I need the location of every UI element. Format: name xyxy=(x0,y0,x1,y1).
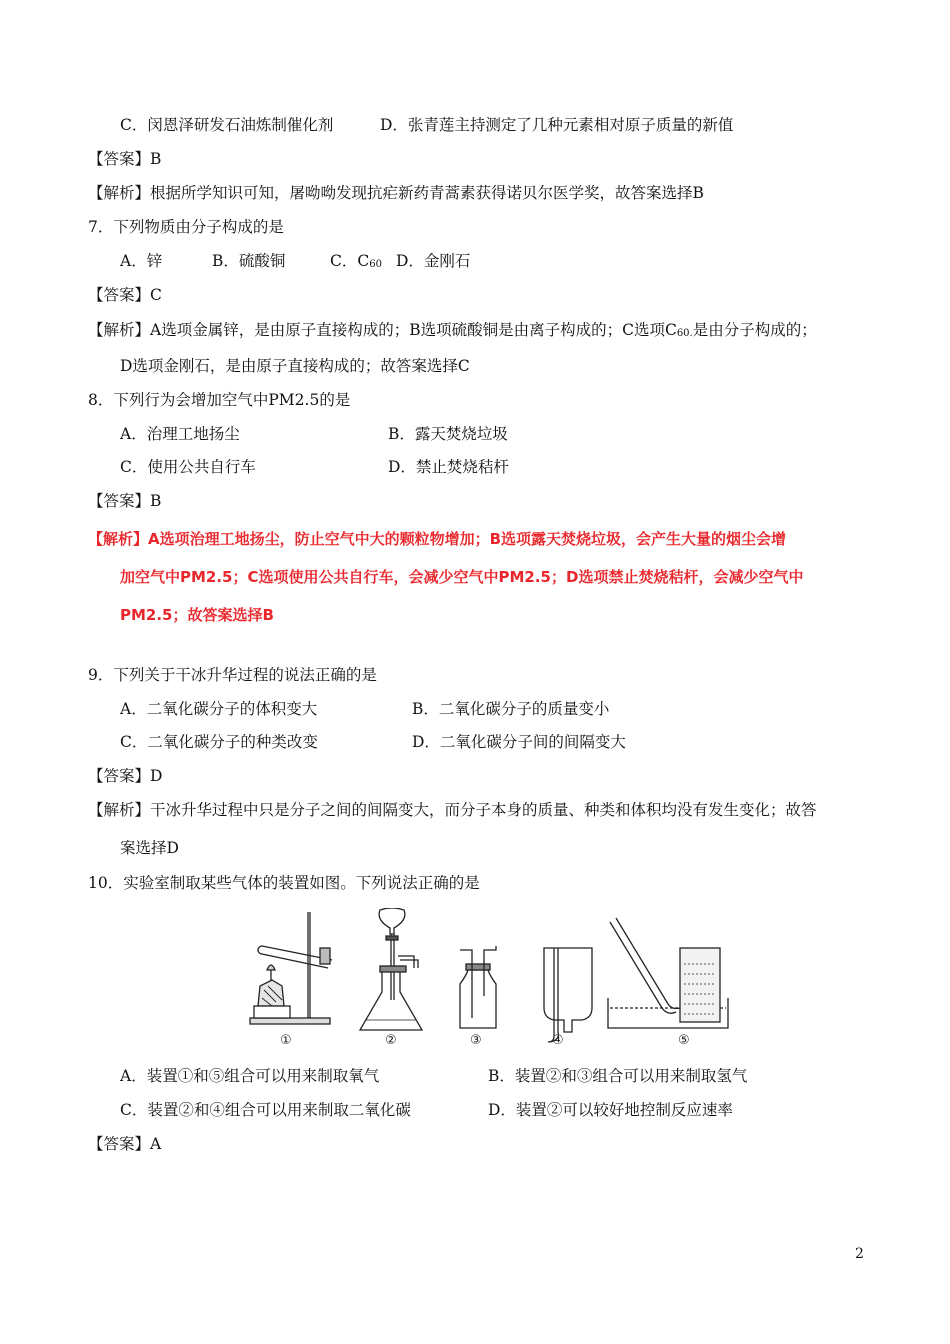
q8-option-c: C．使用公共自行车 xyxy=(120,458,256,476)
apparatus-1-icon xyxy=(250,912,332,1024)
q9-answer: 【答案】D xyxy=(88,767,163,785)
q8-analysis-line1: 【解析】A选项治理工地扬尘，防止空气中大的颗粒物增加；B选项露天焚烧垃圾，会产生大量的烟尘会增 xyxy=(88,530,787,548)
q7-answer: 【答案】C xyxy=(88,286,162,304)
q9-option-a: A．二氧化碳分子的体积变大 xyxy=(120,700,318,718)
q6-analysis: 【解析】根据所学知识可知，屠呦呦发现抗疟新药青蒿素获得诺贝尔医学奖，故答案选择B xyxy=(88,184,704,202)
q9-analysis-line1: 【解析】干冰升华过程中只是分子之间的间隔变大，而分子本身的质量、种类和体积均没有发生变化；故答 xyxy=(88,801,817,819)
figure-label-1: ① xyxy=(280,1033,292,1048)
q6-option-d: D．张青莲主持测定了几种元素相对原子质量的新值 xyxy=(380,116,734,134)
q7-analysis-post: 是由分子构成的； xyxy=(692,321,817,339)
q8-analysis-line2: 加空气中PM2.5；C选项使用公共自行车，会减少空气中PM2.5；D选项禁止焚烧秸杆，会减少空气中 xyxy=(120,568,804,586)
q8-answer: 【答案】B xyxy=(88,492,162,510)
q10-option-d: D．装置②可以较好地控制反应速率 xyxy=(488,1101,733,1119)
q7-analysis-line1 xyxy=(88,320,817,344)
q9-option-d: D．二氧化碳分子间的间隔变大 xyxy=(412,733,626,751)
q10-stem: 10．实验室制取某些气体的装置如图。下列说法正确的是 xyxy=(88,874,480,892)
q8-option-b: B．露天焚烧垃圾 xyxy=(388,425,508,443)
apparatus-5-icon xyxy=(608,918,728,1028)
q7-analysis-line2: D选项金刚石，是由原子直接构成的；故答案选择C xyxy=(120,357,470,375)
q7-option-c-text: C．C xyxy=(330,252,370,270)
apparatus-4-icon xyxy=(544,948,592,1042)
q8-option-d: D．禁止焚烧秸杆 xyxy=(388,458,509,476)
q7-option-a: A．锌 xyxy=(120,252,163,270)
q8-analysis-line3: PM2.5；故答案选择B xyxy=(120,606,274,624)
q7-option-c xyxy=(330,251,382,275)
q8-option-a: A．治理工地扬尘 xyxy=(120,425,240,443)
q7-option-d: D．金刚石 xyxy=(396,252,471,270)
q7-option-b: B．硫酸铜 xyxy=(212,252,286,270)
page-number: 2 xyxy=(855,1246,864,1262)
q7-stem: 7．下列物质由分子构成的是 xyxy=(88,218,284,236)
q7-analysis-sub: 60. xyxy=(676,328,693,339)
q9-stem: 9．下列关于干冰升华过程的说法正确的是 xyxy=(88,666,377,684)
apparatus-2-icon xyxy=(360,908,422,1030)
q8-stem: 8．下列行为会增加空气中PM2.5的是 xyxy=(88,391,351,409)
q10-option-c: C．装置②和④组合可以用来制取二氧化碳 xyxy=(120,1101,411,1119)
figure-label-3: ③ xyxy=(470,1033,482,1048)
q6-option-c: C．闵恩泽研发石油炼制催化剂 xyxy=(120,116,334,134)
figure-label-2: ② xyxy=(385,1033,397,1048)
q9-option-c: C．二氧化碳分子的种类改变 xyxy=(120,733,318,751)
figure-label-4: ④ xyxy=(552,1033,564,1048)
q7-option-c-sub: 60 xyxy=(369,259,382,270)
figure-label-5: ⑤ xyxy=(678,1033,690,1048)
q9-analysis-line2: 案选择D xyxy=(120,839,179,857)
q10-answer: 【答案】A xyxy=(88,1135,162,1153)
q10-option-b: B．装置②和③组合可以用来制取氢气 xyxy=(488,1067,748,1085)
q10-option-a: A．装置①和⑤组合可以用来制取氧气 xyxy=(120,1067,380,1085)
apparatus-3-icon xyxy=(460,946,496,1028)
lab-apparatus-figure xyxy=(248,908,738,1048)
q9-option-b: B．二氧化碳分子的质量变小 xyxy=(412,700,610,718)
q7-analysis-pre: 【解析】A选项金属锌，是由原子直接构成的；B选项硫酸铜是由离子构成的；C选项C xyxy=(88,321,677,339)
q6-answer: 【答案】B xyxy=(88,150,162,168)
